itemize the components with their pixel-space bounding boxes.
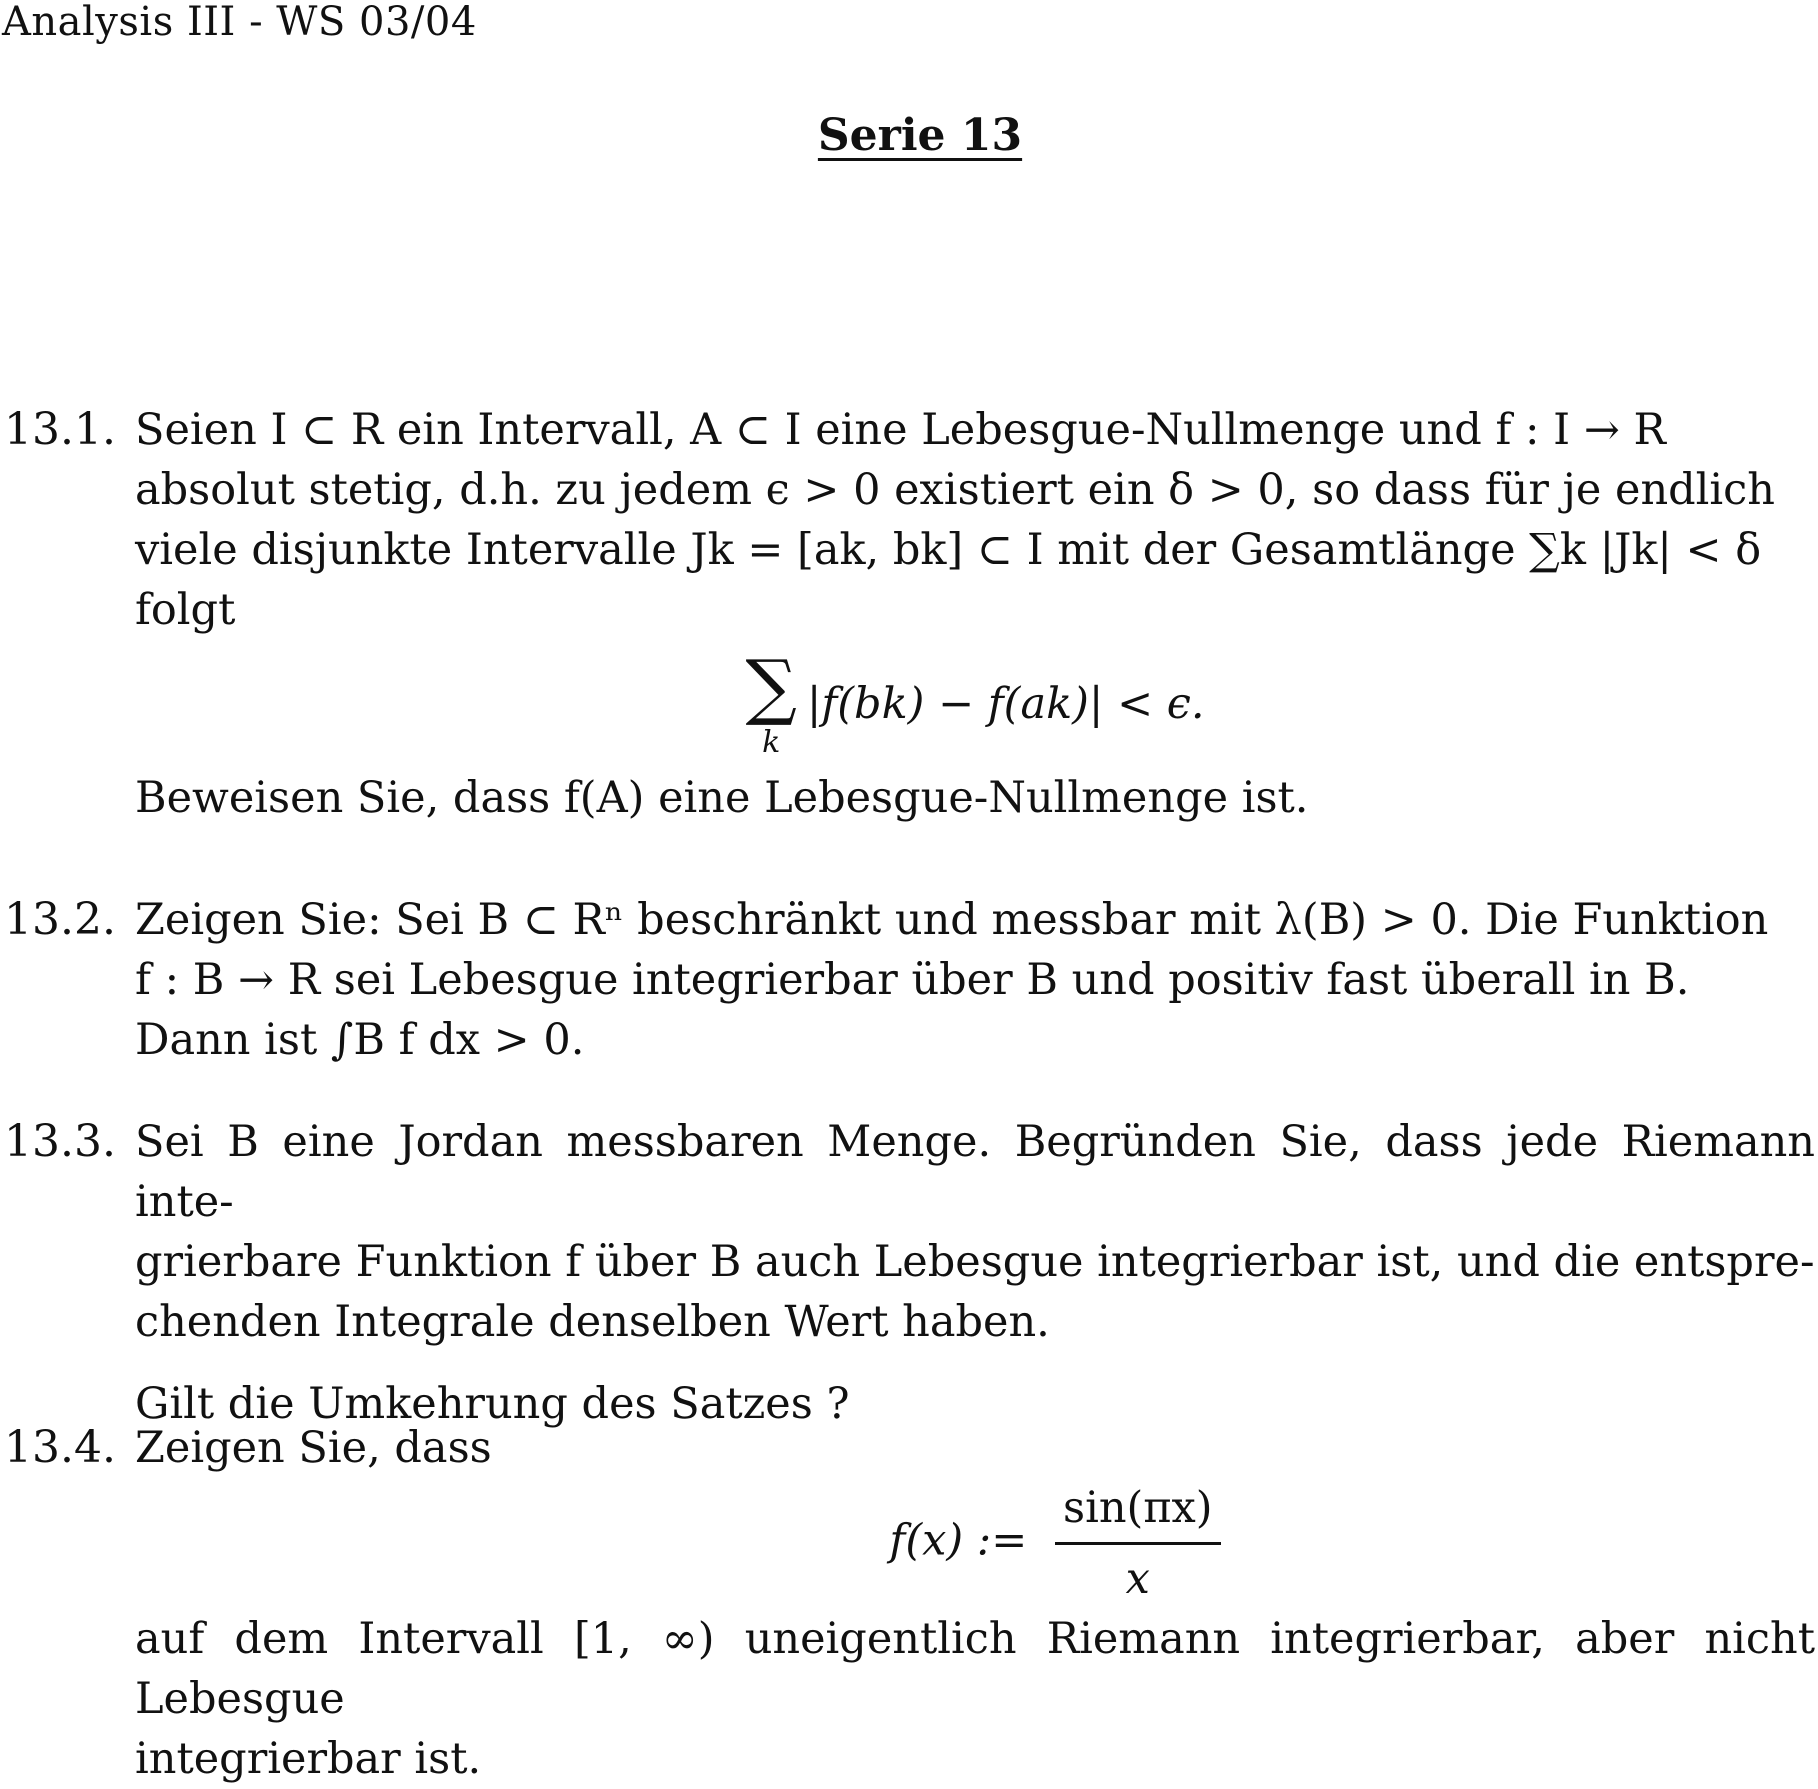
function-definition-lhs: f(x) := xyxy=(889,1515,1028,1566)
course-header: Analysis III - WS 03/04 xyxy=(2,0,477,45)
sum-index: k xyxy=(762,725,781,760)
problem-text-line: Seien I ⊂ R ein Intervall, A ⊂ I eine Lebesgue-Nullmenge und f : I → R xyxy=(135,405,1666,455)
sheet-title: Serie 13 xyxy=(817,110,1023,161)
problem-number: 13.1. xyxy=(4,404,116,455)
problem-text-line: Dann ist ∫B f dx > 0. xyxy=(135,1015,585,1065)
problem-body xyxy=(135,400,1815,828)
problem-question: Gilt die Umkehrung des Satzes ? xyxy=(135,1379,850,1429)
display-formula-fraction xyxy=(135,1478,1815,1609)
problem-text-line: viele disjunkte Intervalle Jk = [ak, bk] ⊂ I mit der Gesamtlänge ∑k |Jk| < δ xyxy=(135,525,1762,575)
sum-expression: |f(bk) − f(ak)| < ϵ. xyxy=(806,679,1205,729)
fraction-denominator: x xyxy=(1125,1554,1150,1604)
problem-number: 13.4. xyxy=(4,1422,116,1473)
problem-number: 13.3. xyxy=(4,1116,116,1167)
fraction xyxy=(1055,1478,1221,1609)
problem-text-line: f : B → R sei Lebesgue integrierbar über B und positiv fast überall in B. xyxy=(135,955,1690,1005)
problem-text-line: absolut stetig, d.h. zu jedem ϵ > 0 existiert ein δ > 0, so dass für je endlich xyxy=(135,465,1775,515)
problem-body xyxy=(135,1112,1815,1434)
sum-sigma: ∑ xyxy=(745,644,797,728)
problem-text-line: chenden Integrale denselben Wert haben. xyxy=(135,1297,1050,1347)
problem-text-line: Zeigen Sie, dass xyxy=(135,1423,492,1473)
problem-body xyxy=(135,890,1815,1070)
problem-conclusion: Beweisen Sie, dass f(A) eine Lebesgue-Nullmenge ist. xyxy=(135,773,1309,823)
problem-text-line: grierbare Funktion f über B auch Lebesgue integrierbar ist, und die entspre- xyxy=(135,1237,1815,1287)
problem-text-line: folgt xyxy=(135,585,236,635)
display-formula-sum xyxy=(135,644,1815,760)
fraction-numerator: sin(πx) xyxy=(1055,1478,1221,1545)
problem-text-line: Sei B eine Jordan messbaren Menge. Begründen Sie, dass jede Riemann inte- xyxy=(135,1117,1815,1227)
problem-number: 13.2. xyxy=(4,894,116,945)
sum-operator xyxy=(745,644,797,760)
problem-text-line: Zeigen Sie: Sei B ⊂ Rⁿ beschränkt und messbar mit λ(B) > 0. Die Funktion xyxy=(135,895,1769,945)
problem-text-line: integrierbar ist. xyxy=(135,1734,482,1784)
problem-body xyxy=(135,1418,1815,1789)
problem-text-line: auf dem Intervall [1, ∞) uneigentlich Riemann integrierbar, aber nicht Lebesgue xyxy=(135,1614,1815,1724)
